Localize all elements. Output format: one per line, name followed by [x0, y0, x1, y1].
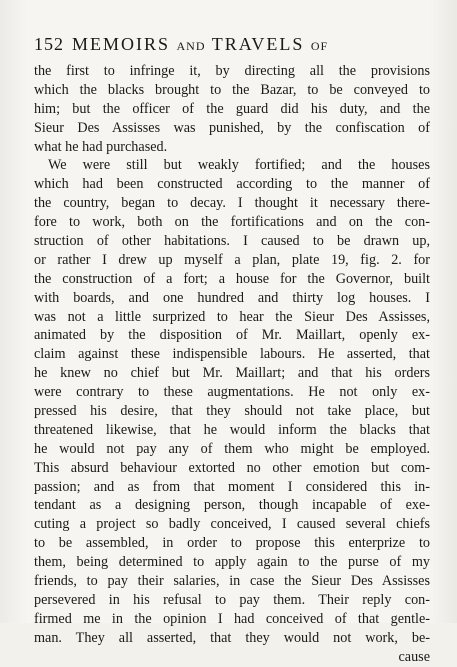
- text-line: claim against these indispensible labours. He asserted, that: [34, 346, 430, 363]
- text-line: This absurd behaviour extorted no other emotion but com-: [34, 459, 430, 476]
- text-line: he would not pay any of them who might be employed.: [34, 440, 430, 457]
- text-line: We were still but weakly fortified; and the houses: [48, 157, 430, 174]
- text-line: struction of other habitations. I caused to be drawn up,: [34, 233, 430, 250]
- text-line: man. They all asserted, that they would not work, be-: [34, 629, 430, 646]
- text-line: firmed me in the opinion I had conceived of that gentle-: [34, 610, 430, 627]
- text-line: threatened likewise, that he would inform the blacks that: [34, 421, 430, 438]
- text-line: animated by the disposition of Mr. Maillart, openly ex-: [34, 327, 430, 344]
- running-head-word-1: MEMOIRS: [72, 34, 171, 54]
- text-line: were contrary to these augmentations. He not only ex-: [34, 384, 430, 401]
- text-line: he knew no chief but Mr. Maillart; and that his orders: [34, 365, 430, 382]
- text-line: which the blacks brought to the Bazar, to be conveyed to: [34, 81, 430, 98]
- text-line: was not a little surprized to hear the Sieur Des Assisses,: [34, 308, 430, 325]
- text-line: the country, began to decay. I thought it necessary there-: [34, 195, 430, 212]
- text-line: cuting a project so badly conceived, I caused several chiefs: [34, 516, 430, 533]
- text-line: passion; and as from that moment I considered this in-: [34, 478, 430, 495]
- text-line: to be assembled, in order to propose this enterprize to: [34, 535, 430, 552]
- page-number: 152: [34, 34, 64, 54]
- running-head: [72, 34, 328, 55]
- page-header: [34, 34, 434, 58]
- text-line: fore to work, both on the fortifications and on the con-: [34, 214, 430, 231]
- text-line: him; but the officer of the guard did his duty, and the: [34, 100, 430, 117]
- catchword: cause: [398, 648, 430, 665]
- text-line: Sieur Des Assisses was punished, by the confiscation of: [34, 119, 430, 136]
- text-line: tendant as a designing person, though incapable of exe-: [34, 497, 430, 514]
- text-line: the first to infringe it, by directing all the provisions: [34, 63, 430, 79]
- text-line: or rather I drew up myself a plan, plate 19, fig. 2. for: [34, 251, 430, 268]
- text-line: them, being determined to apply again to the purse of my: [34, 554, 430, 571]
- body-text: [34, 62, 430, 667]
- text-line: the construction of a fort; a house for the Governor, built: [34, 270, 430, 287]
- running-head-connector: AND: [176, 39, 206, 53]
- text-line: friends, to pay their salaries, in case the Sieur Des Assisses: [34, 573, 430, 590]
- running-head-suffix: OF: [310, 39, 329, 53]
- text-line: persevered in his refusal to pay them. Their reply con-: [34, 591, 430, 608]
- text-line: which had been constructed according to the manner of: [34, 176, 430, 193]
- running-head-word-2: TRAVELS: [211, 34, 305, 54]
- text-line: what he had purchased.: [34, 138, 168, 155]
- text-line: pressed his desire, that they should not take place, but: [34, 403, 430, 420]
- text-line: with boards, and one hundred and thirty log houses. I: [34, 289, 430, 306]
